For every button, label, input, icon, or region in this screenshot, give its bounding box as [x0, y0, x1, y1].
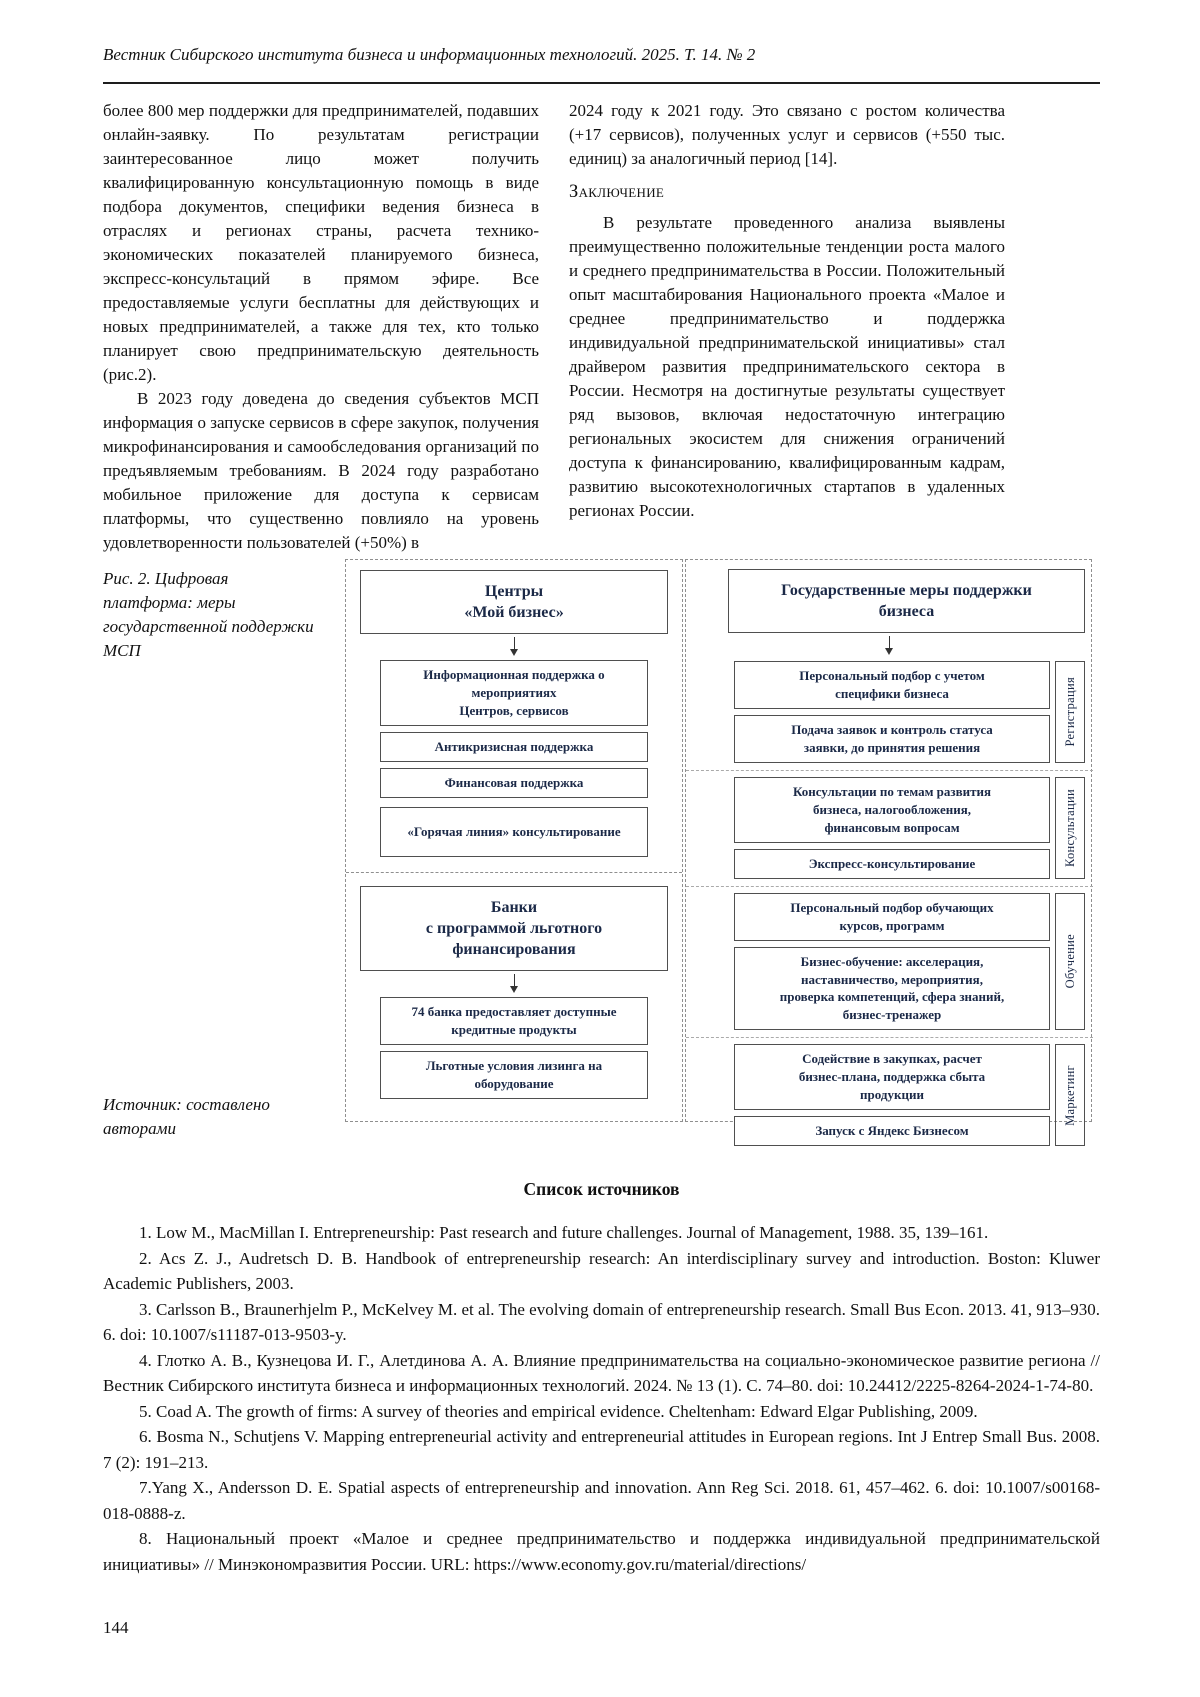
left-column	[103, 99, 539, 555]
diagram-panel-state-measures	[685, 559, 1092, 1139]
group-training	[734, 888, 1085, 1037]
conclusion-heading: Заключение	[569, 182, 665, 202]
reference-item: 1. Low M., MacMillan I. Entrepreneurship: Past research and future challenges. Journal of Management, 1988. 35, 139–161.	[139, 1223, 989, 1242]
group-registration	[734, 656, 1085, 769]
figure-diagram	[345, 559, 1092, 1139]
vertical-label-box	[1055, 661, 1085, 763]
references-heading: Список источников	[523, 1179, 680, 1199]
body-paragraph: В 2023 году доведена до сведения субъектов МСП информация о запуске сервисов в сфере закупок, получения микрофинансирования и самообследования организаций по предъявляемым требованиям. В 2024 году разработано мобильное приложение для доступа к сервисам платформы, что существенно повлияло на уровень удовлетворенности пользователей (+50%) в	[103, 389, 539, 552]
dashed-divider	[686, 1037, 1093, 1038]
vertical-label-box	[1055, 777, 1085, 879]
box-74-banks: 74 банка предоставляет доступные кредитные продукты	[380, 997, 648, 1045]
reference-item: 4. Глотко А. В., Кузнецова И. Г., Алетдинова А. А. Влияние предпринимательства на социально-экономическое развитие региона // Вестник Сибирского института бизнеса и информационных технологий. 2024. № 13 (1). С. 74–80. doi: 10.24412/2225-8264-2024-1-74-80.	[103, 1350, 1100, 1395]
box-leasing-terms: Льготные условия лизинга на оборудование	[380, 1051, 648, 1099]
body-paragraph: 2024 году к 2021 году. Это связано с ростом количества (+17 сервисов), полученных услуг и сервисов (+550 тыс. единиц) за аналогичный период [14].	[569, 101, 1005, 168]
box-state-support-measures: Государственные меры поддержки бизнеса	[728, 569, 1085, 633]
running-head: Вестник Сибирского института бизнеса и информационных технологий. 2025. Т. 14. № 2	[103, 45, 756, 64]
box-business-training: Бизнес-обучение: акселерация, наставничество, мероприятия, проверка компетенций, сфера знаний, бизнес-тренажер	[734, 947, 1050, 1031]
reference-item: 6. Bosma N., Schutjens V. Mapping entrepreneurial activity and entrepreneurial attitudes in European regions. Int J Entrep Small Bus. 2008. 7 (2): 191–213.	[103, 1427, 1100, 1472]
box-application-status: Подача заявок и контроль статуса заявки, до принятия решения	[734, 715, 1050, 763]
box-training-courses: Персональный подбор обучающих курсов, программ	[734, 893, 1050, 941]
figure-caption: Рис. 2. Цифровая платформа: меры государственной поддержки МСП	[103, 569, 314, 660]
box-yandex-business-launch: Запуск с Яндекс Бизнесом	[734, 1116, 1050, 1146]
arrow-down-icon	[889, 636, 890, 653]
group-consultations	[734, 772, 1085, 885]
vertical-label-marketing: Маркетинг	[1062, 1064, 1077, 1126]
arrow-down-icon	[514, 974, 515, 991]
measure-groups	[734, 656, 1085, 1152]
dashed-divider	[686, 770, 1093, 771]
box-centers-my-business: Центры «Мой бизнес»	[360, 570, 668, 634]
box-anticrisis-support: Антикризисная поддержка	[380, 732, 648, 762]
figure-source-note: Источник: составлено авторами	[103, 1095, 270, 1138]
reference-item: 7.Yang X., Andersson D. E. Spatial aspects of entrepreneurship and innovation. Ann Reg Sci. 2018. 61, 457–462. 6. doi: 10.1007/s00168-018-0888-z.	[103, 1478, 1100, 1523]
vertical-label-registration: Регистрация	[1062, 677, 1077, 747]
box-consultations-topics: Консультации по темам развития бизнеса, налогообложения, финансовым вопросам	[734, 777, 1050, 843]
body-paragraph: более 800 мер поддержки для предпринимателей, подавших онлайн-заявку. По результатам регистрации заинтересованное лицо может получить квалифицированную консультационную помощь в виде подбора документов, специфики ведения бизнеса в отраслях и регионах страны, расчета технико-экономических показателей планируемого бизнеса, экспресс-консультаций в прямом эфире. Все предоставляемые услуги бесплатны для действующих и новых предпринимателей, а также для тех, кто только планирует свою предпринимательскую деятельность (рис.2).	[103, 101, 539, 384]
box-procurement-assistance: Содействие в закупках, расчет бизнес-плана, поддержка сбыта продукции	[734, 1044, 1050, 1110]
page-number: 144	[103, 1618, 129, 1637]
vertical-label-box	[1055, 893, 1085, 1031]
box-financial-support: Финансовая поддержка	[380, 768, 648, 798]
vertical-label-training: Обучение	[1062, 934, 1077, 989]
diagram-panel-centers	[345, 559, 683, 1122]
box-info-support: Информационная поддержка о мероприятиях Центров, сервисов	[380, 660, 648, 726]
dashed-divider	[686, 886, 1093, 887]
body-paragraph: В результате проведенного анализа выявлены преимущественно положительные тенденции роста малого и среднего предпринимательства в России. Положительный опыт масштабирования Национального проекта «Малое и среднее предпринимательство и поддержка индивидуальной предпринимательской инициативы» стал драйвером развития предпринимательского сектора в России. Несмотря на достигнутые результаты существует ряд вызовов, включая недостаточную интеграцию региональных экосистем для снижения ограничений доступа к финансированию, квалифицированным кадрам, развитию высокотехнологичных стартапов в удаленных регионах России.	[569, 213, 1005, 520]
vertical-label-box	[1055, 1044, 1085, 1146]
box-banks-program: Банки с программой льготного финансирования	[360, 886, 668, 971]
right-column	[569, 99, 1005, 555]
reference-item: 3. Carlsson B., Braunerhjelm P., McKelvey M. et al. The evolving domain of entrepreneurship research. Small Bus Econ. 2013. 41, 913–930. 6. doi: 10.1007/s11187-013-9503-y.	[103, 1299, 1100, 1344]
header-rule	[103, 82, 1100, 84]
box-personal-selection: Персональный подбор с учетом специфики бизнеса	[734, 661, 1050, 709]
box-hotline-consulting: «Горячая линия» консультирование	[380, 807, 648, 857]
dashed-divider	[346, 872, 682, 873]
reference-item: 8. Национальный проект «Малое и среднее предпринимательство и поддержка индивидуальной предпринимательской инициативы» // Минэкономразвития России. URL: https://www.economy.gov.ru/material/directions/	[103, 1529, 1100, 1574]
references-list	[103, 1220, 1100, 1577]
group-marketing	[734, 1039, 1085, 1152]
vertical-label-consultations: Консультации	[1062, 788, 1077, 867]
arrow-down-icon	[514, 637, 515, 654]
body-columns	[103, 99, 1005, 555]
figure-2	[103, 559, 1100, 1139]
box-express-consulting: Экспресс-консультирование	[734, 849, 1050, 879]
reference-item: 2. Acs Z. J., Audretsch D. B. Handbook of entrepreneurship research: An interdisciplinary survey and introduction. Boston: Kluwer Academic Publishers, 2003.	[103, 1248, 1100, 1293]
reference-item: 5. Coad A. The growth of firms: A survey of theories and empirical evidence. Cheltenham: Edward Elgar Publishing, 2009.	[139, 1401, 978, 1421]
